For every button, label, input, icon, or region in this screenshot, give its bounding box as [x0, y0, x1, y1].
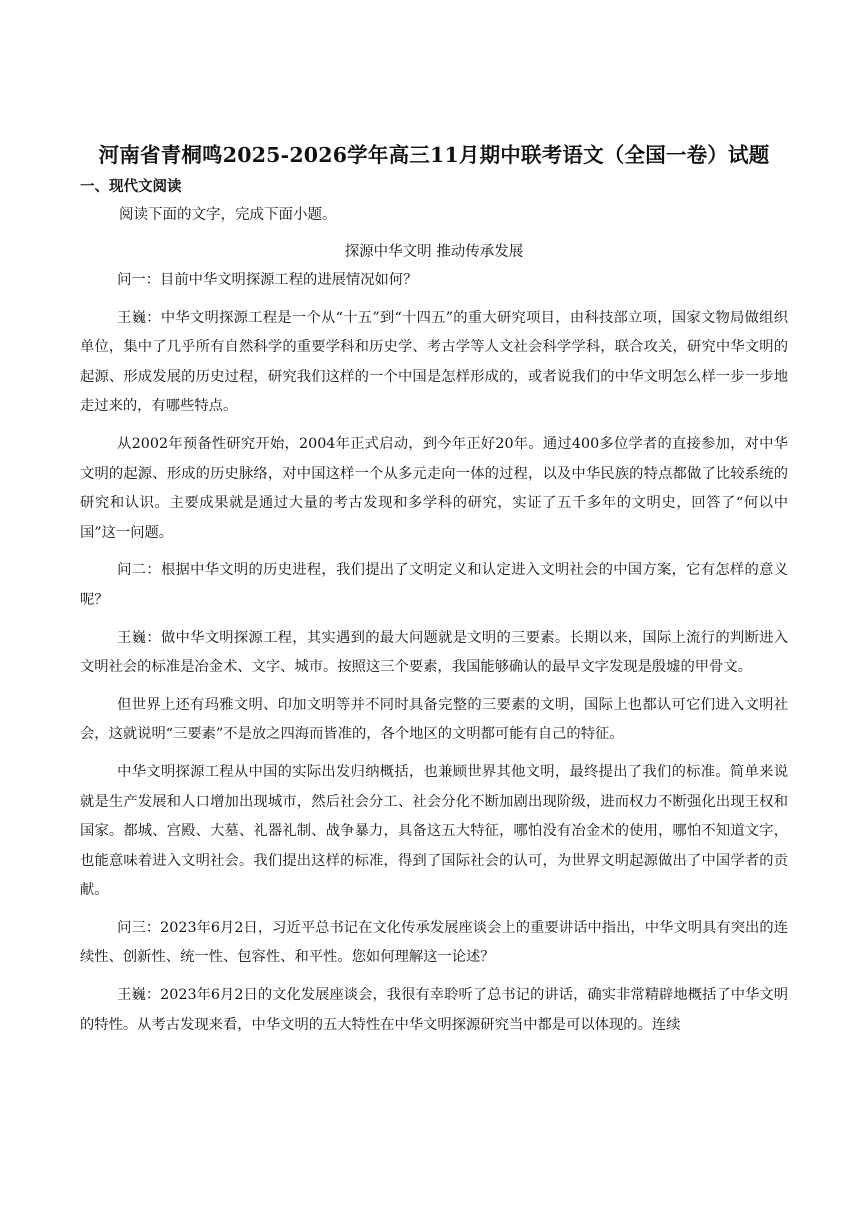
- section-heading: 一、现代文阅读: [80, 179, 182, 195]
- paragraph-question-1: 问一：目前中华文明探源工程的进展情况如何？: [117, 272, 418, 288]
- article-title: 探源中华文明 推动传承发展: [344, 244, 524, 260]
- paragraph-question-3: 问三：2023年6月2日，习近平总书记在文化传承发展座谈会上的重要讲话中指出，中华文明具有突出的连续性、创新性、统一性、包容性、和平性。您如何理解这一论述？: [80, 919, 788, 966]
- paragraph-answer-1a: 王巍：中华文明探源工程是一个从“十五”到“十四五”的重大研究项目，由科技部立项，国家文物局做组织单位，集中了几乎所有自然科学的重要学科和历史学、考古学等人文社会科学学科，联合攻关，研究中华文明的起源、形成发展的历史过程，研究我们这样的一个中国是怎样形成的，或者说我们的中华文明怎么样一步一步地走过来的，有哪些特点。: [80, 309, 788, 415]
- document-title: 河南省青桐鸣2025-2026学年高三11月期中联考语文（全国一卷）试题: [98, 143, 770, 167]
- paragraph-answer-2a: 王巍：做中华文明探源工程，其实遇到的最大问题就是文明的三要素。长期以来，国际上流行的判断进入文明社会的标准是冶金术、文字、城市。按照这三个要素，我国能够确认的最早文字发现是殷墟的甲骨文。: [80, 629, 788, 676]
- article-body: [80, 266, 788, 1048]
- paragraph-answer-1b: 从2002年预备性研究开始，2004年正式启动，到今年正好20年。通过400多位学者的直接参加，对中华文明的起源、形成的历史脉络，对中国这样一个从多元走向一体的过程，以及中华民族的特点都做了比较系统的研究和认识。主要成果就是通过大量的考古发现和多学科的研究，实证了五千多年的文明史，回答了“何以中国”这一问题。: [80, 435, 788, 541]
- paragraph-answer-2c: 中华文明探源工程从中国的实际出发归纳概括，也兼顾世界其他文明，最终提出了我们的标准。简单来说就是生产发展和人口增加出现城市，然后社会分工、社会分化不断加剧出现阶级，进而权力不断强化出现王权和国家。都城、宫殿、大墓、礼器礼制、战争暴力，具备这五大特征，哪怕没有冶金术的使用，哪怕不知道文字，也能意味着进入文明社会。我们提出这样的标准，得到了国际社会的认可，为世界文明起源做出了中国学者的贡献。: [80, 763, 788, 899]
- paragraph-answer-3: 王巍：2023年6月2日的文化发展座谈会，我很有幸聆听了总书记的讲话，确实非常精辟地概括了中华文明的特性。从考古发现来看，中华文明的五大特性在中华文明探源研究当中都是可以体现的。连续: [80, 987, 788, 1033]
- paragraph-answer-2b: 但世界上还有玛雅文明、印加文明等并不同时具备完整的三要素的文明，国际上也都认可它们进入文明社会，这就说明“三要素”不是放之四海而皆准的，各个地区的文明都可能有自己的特征。: [80, 696, 788, 743]
- reading-instruction: 阅读下面的文字，完成下面小题。: [119, 207, 337, 223]
- paragraph-question-2: 问二：根据中华文明的历史进程，我们提出了文明定义和认定进入文明社会的中国方案，它有怎样的意义呢？: [80, 562, 788, 608]
